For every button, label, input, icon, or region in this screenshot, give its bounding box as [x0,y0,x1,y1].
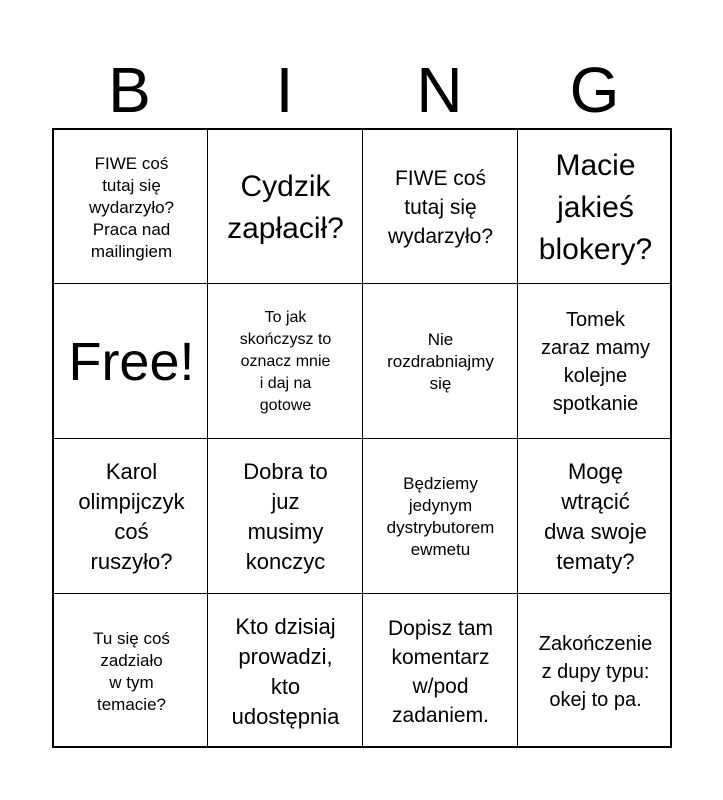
bingo-cell[interactable] [54,439,209,594]
bingo-cell[interactable] [208,594,363,749]
bingo-cell-text: Macie jakieś blokery? [538,148,653,266]
bingo-cell[interactable] [518,439,673,594]
bingo-header [52,52,672,128]
bingo-cell-text: Cydzik zapłacił? [227,169,344,245]
header-letter-g: G [569,54,620,126]
bingo-cell[interactable] [363,284,518,439]
bingo-cell-text: Zakończenie z dupy typu: okej to pa. [538,632,653,711]
bingo-cell[interactable] [54,594,209,749]
bingo-cell-text: Tu się coś zadziało w tym temacie? [93,628,170,714]
bingo-cell[interactable] [54,130,209,285]
free-cell-text: Free! [68,331,195,392]
bingo-cell[interactable] [518,130,673,285]
bingo-cell-text: To jak skończysz to oznacz mnie i daj na gotowe [239,308,332,414]
bingo-cell-text: Nie rozdrabniajmy się [387,329,494,393]
bingo-cell-text: Kto dzisiaj prowadzi, kto udostępnia [231,613,340,729]
bingo-cell-text: Mogę wtrącić dwa swoje tematy? [544,458,647,574]
bingo-cell-text: Karol olimpijczyk coś ruszyło? [78,458,185,574]
bingo-cell-text: Tomek zaraz mamy kolejne spotkanie [541,308,650,415]
bingo-cell[interactable] [518,284,673,439]
header-letter-n: N [416,54,463,126]
bingo-cell[interactable] [208,130,363,285]
bingo-cell-text: Dobra to juz musimy konczyc [243,458,328,574]
bingo-cell-text: Dopisz tam komentarz w/pod zadaniem. [387,616,494,727]
bingo-cell[interactable] [208,439,363,594]
bingo-cell[interactable] [363,130,518,285]
free-cell[interactable] [54,284,209,439]
header-letter-b: B [108,54,151,126]
header-letter-i: I [275,54,294,126]
bingo-cell[interactable] [363,594,518,749]
bingo-cell-text: FIWE coś tutaj się wydarzyło? Praca nad mailingiem [88,153,175,261]
bingo-cell[interactable] [518,594,673,749]
bingo-cell-text: Będziemy jedynym dystrybutorem ewmetu [386,473,495,559]
bingo-grid [52,128,672,748]
bingo-cell[interactable] [208,284,363,439]
bingo-cell[interactable] [363,439,518,594]
bingo-cell-text: FIWE coś tutaj się wydarzyło? [387,167,494,248]
